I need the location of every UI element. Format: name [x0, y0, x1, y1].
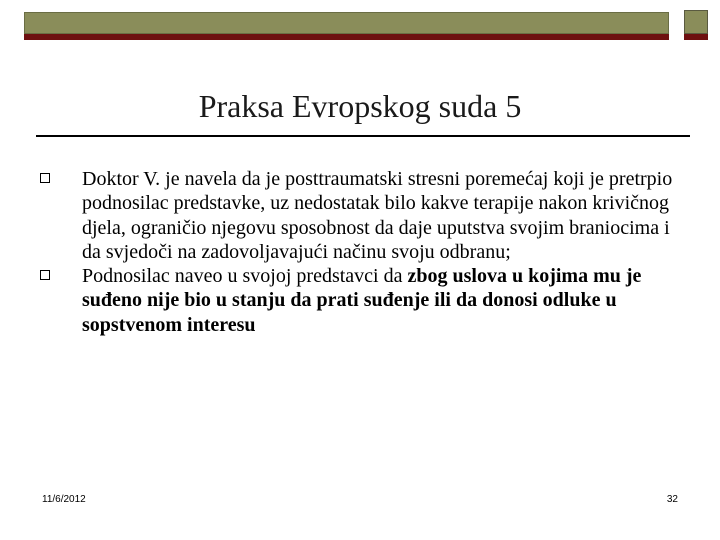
slide-title: Praksa Evropskog suda 5 — [198, 88, 522, 124]
footer-date: 11/6/2012 — [42, 494, 86, 505]
title-divider — [36, 135, 690, 137]
bullet-text: Doktor V. je navela da je posttraumatski stresni poremećaj koji je pretrpio podnosilac predstavke, uz nedostatak bilo kakve terapije nakon krivičnog djela, ograničio njegovu sposobnost da daje uputstva svojim braniocima i da svjedoči na zadovoljavajući načinu svoju odbranu; — [82, 168, 673, 263]
square-bullet-icon — [40, 270, 50, 280]
bullet-item — [36, 167, 676, 264]
bullet-list — [36, 167, 676, 337]
header-corner-stripe — [684, 34, 708, 40]
header-bar — [24, 12, 669, 34]
header-stripe — [24, 34, 669, 40]
bullet-text-bold: zbog uslova u kojima mu je suđeno nije bio u stanju da prati suđenje ili da donosi odluke u sopstvenom interesu — [82, 265, 642, 336]
square-bullet-icon — [40, 173, 50, 183]
header-corner-box — [684, 10, 708, 34]
page-number: 32 — [666, 494, 678, 505]
bullet-item — [36, 264, 676, 337]
bullet-text: Podnosilac naveo u svojoj predstavci da — [82, 265, 408, 288]
